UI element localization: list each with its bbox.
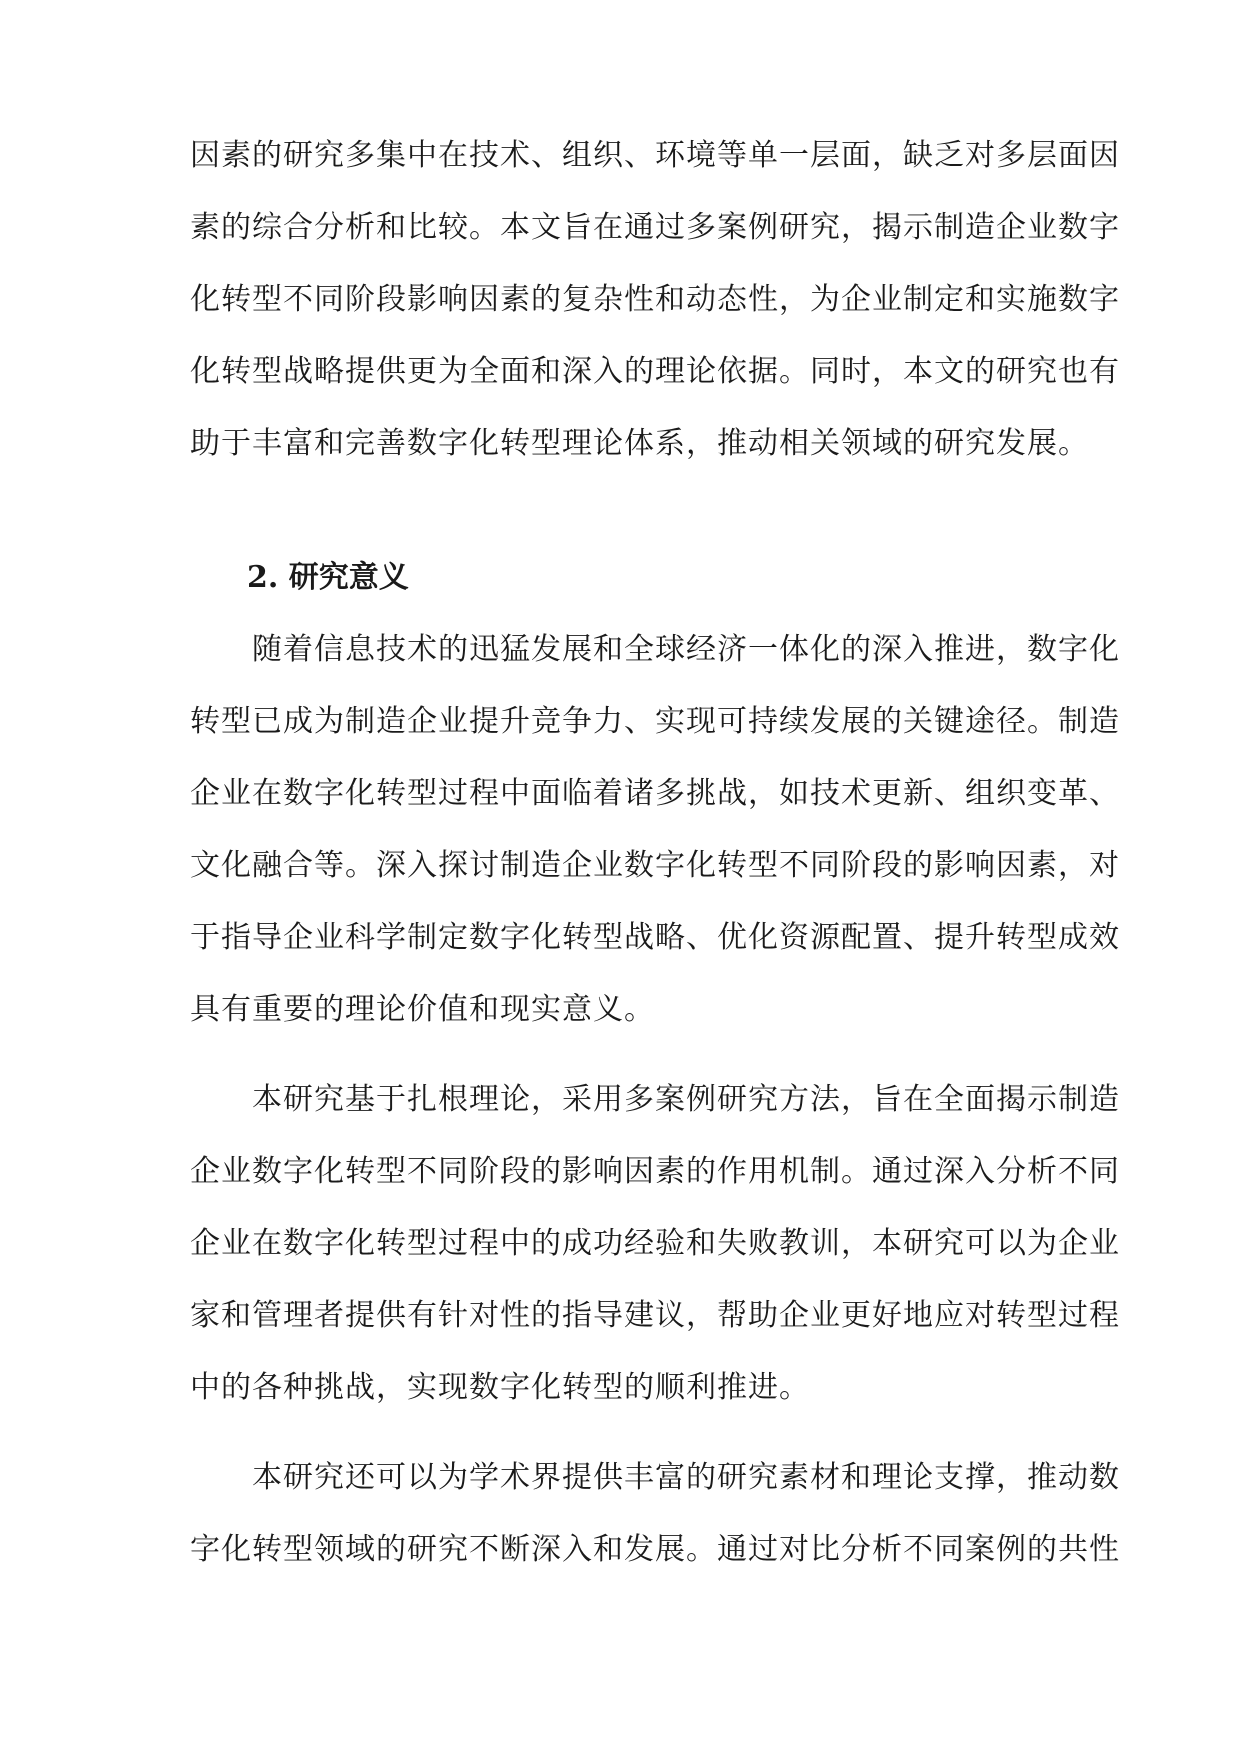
- section-paragraph-2-line-1: 本研究基于扎根理论，采用多案例研究方法，旨在全面揭示制造: [190, 1082, 1120, 1117]
- paragraph-1-line-3: 化转型不同阶段影响因素的复杂性和动态性，为企业制定和实施数字: [190, 282, 1120, 317]
- paragraph-1-line-2: 素的综合分析和比较。本文旨在通过多案例研究，揭示制造企业数字: [190, 210, 1120, 245]
- paragraph-1-line-4: 化转型战略提供更为全面和深入的理论依据。同时，本文的研究也有: [190, 354, 1120, 389]
- section-paragraph-1-line-6: 具有重要的理论价值和现实意义。: [190, 992, 655, 1027]
- paragraph-1-line-1: 因素的研究多集中在技术、组织、环境等单一层面，缺乏对多层面因: [190, 138, 1120, 173]
- section-paragraph-2-line-3: 企业在数字化转型过程中的成功经验和失败教训，本研究可以为企业: [190, 1226, 1120, 1261]
- section-paragraph-3-line-1: 本研究还可以为学术界提供丰富的研究素材和理论支撑，推动数: [190, 1460, 1120, 1495]
- section-paragraph-2-line-4: 家和管理者提供有针对性的指导建议，帮助企业更好地应对转型过程: [190, 1298, 1120, 1333]
- section-heading: 2. 研究意义: [247, 560, 409, 595]
- section-paragraph-3-line-2: 字化转型领域的研究不断深入和发展。通过对比分析不同案例的共性: [190, 1532, 1120, 1567]
- section-paragraph-1-line-3: 企业在数字化转型过程中面临着诸多挑战，如技术更新、组织变革、: [190, 776, 1120, 811]
- section-paragraph-2-line-2: 企业数字化转型不同阶段的影响因素的作用机制。通过深入分析不同: [190, 1154, 1120, 1189]
- section-paragraph-1-line-1: 随着信息技术的迅猛发展和全球经济一体化的深入推进，数字化: [190, 632, 1120, 667]
- section-paragraph-1-line-5: 于指导企业科学制定数字化转型战略、优化资源配置、提升转型成效: [190, 920, 1120, 955]
- paragraph-1-line-5: 助于丰富和完善数字化转型理论体系，推动相关领域的研究发展。: [190, 426, 1089, 461]
- section-paragraph-1-line-2: 转型已成为制造企业提升竞争力、实现可持续发展的关键途径。制造: [190, 704, 1120, 739]
- section-paragraph-2-line-5: 中的各种挑战，实现数字化转型的顺利推进。: [190, 1370, 810, 1405]
- section-paragraph-1-line-4: 文化融合等。深入探讨制造企业数字化转型不同阶段的影响因素，对: [190, 848, 1120, 883]
